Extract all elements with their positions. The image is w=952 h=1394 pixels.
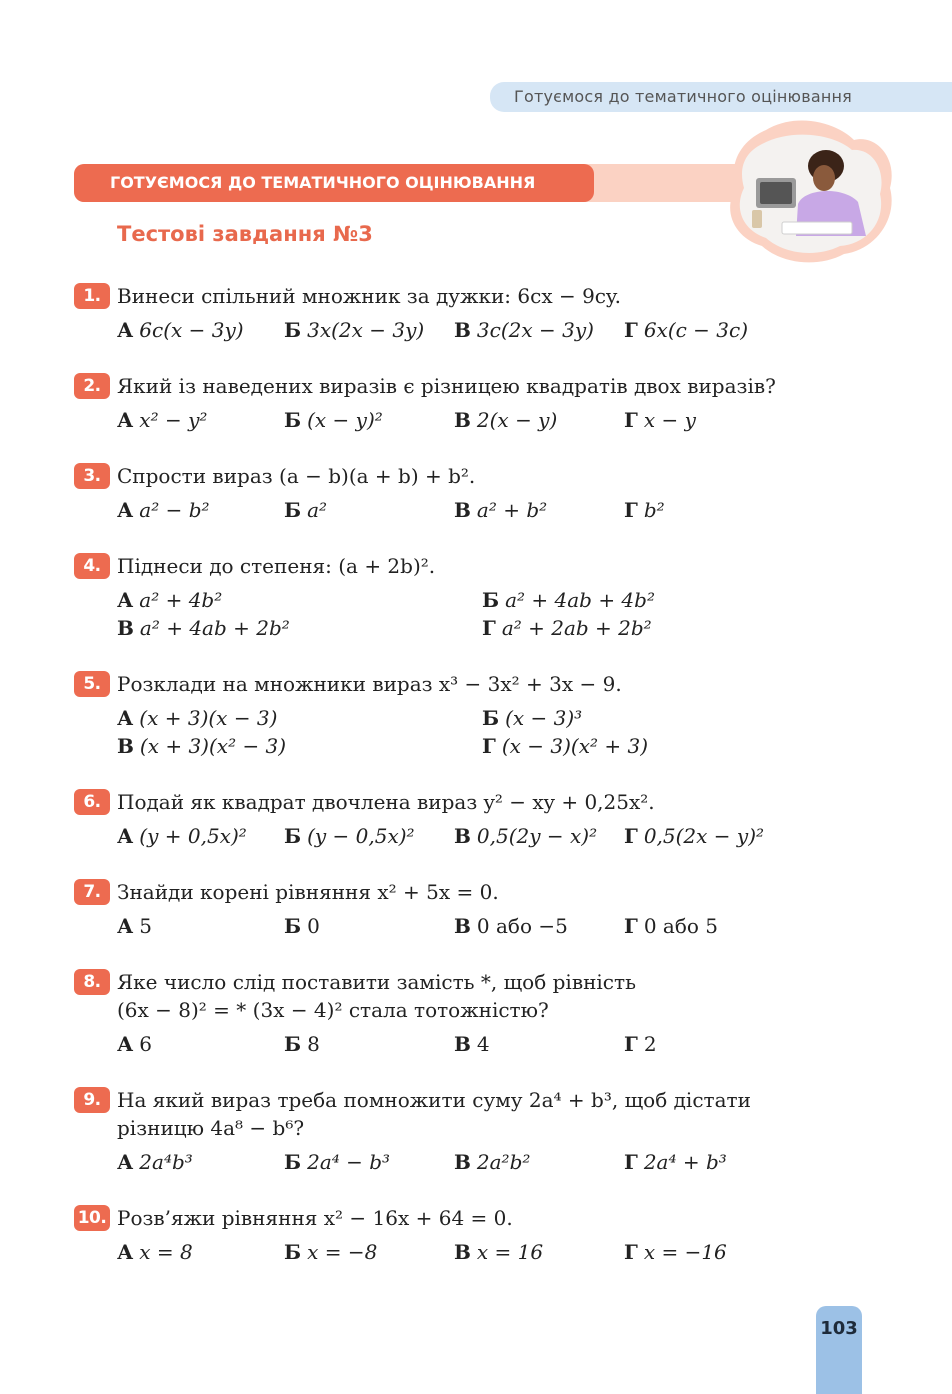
answer-option-a: А 6c(x − 3y) — [117, 318, 244, 342]
answer-option-g: Г 6x(c − 3c) — [624, 318, 749, 342]
answer-option-g: Г (x − 3)(x² + 3) — [482, 734, 648, 758]
task-number-badge: 1. — [74, 283, 110, 309]
answer-option-v: В 0 або −5 — [454, 914, 568, 938]
task-question: Розв’яжи рівняння x² − 16x + 64 = 0. — [117, 1206, 513, 1230]
answer-option-a: А a² + 4b² — [117, 588, 223, 612]
answer-option-g: Г a² + 2ab + 2b² — [482, 616, 652, 640]
answer-option-g: Г 0,5(2x − y)² — [624, 824, 765, 848]
answer-option-b: Б x = −8 — [284, 1240, 378, 1264]
task-question: На який вираз треба помножити суму 2a⁴ + b³, щоб дістати — [117, 1088, 751, 1112]
answer-option-a: А 5 — [117, 914, 153, 938]
answer-option-b: Б (x − y)² — [284, 408, 383, 432]
task-question: Піднеси до степеня: (a + 2b)². — [117, 554, 436, 578]
answer-option-g: Г 2a⁴ + b³ — [624, 1150, 727, 1174]
answer-option-g: Г 0 або 5 — [624, 914, 718, 938]
task-number-badge: 3. — [74, 463, 110, 489]
answer-option-a: А x² − y² — [117, 408, 208, 432]
answer-option-b: Б a² + 4ab + 4b² — [482, 588, 655, 612]
task-number-badge: 4. — [74, 553, 110, 579]
answer-option-g: Г b² — [624, 498, 665, 522]
task-question: Винеси спільний множник за дужки: 6cx − 9cy. — [117, 284, 621, 308]
answer-option-v: В 2(x − y) — [454, 408, 558, 432]
task-question: Розклади на множники вираз x³ − 3x² + 3x − 9. — [117, 672, 622, 696]
task-question: Знайди корені рівняння x² + 5x = 0. — [117, 880, 499, 904]
student-photo-illustration — [726, 118, 898, 266]
task-number-badge: 7. — [74, 879, 110, 905]
task-number-badge: 5. — [74, 671, 110, 697]
answer-option-a: А 6 — [117, 1032, 153, 1056]
answer-option-v: В x = 16 — [454, 1240, 544, 1264]
answer-option-g: Г x − y — [624, 408, 696, 432]
answer-option-g: Г x = −16 — [624, 1240, 727, 1264]
answer-option-v: В a² + 4ab + 2b² — [117, 616, 290, 640]
answer-option-a: А 2a⁴b³ — [117, 1150, 193, 1174]
task-question: Яке число слід поставити замість *, щоб рівність — [117, 970, 636, 994]
answer-option-b: Б a² — [284, 498, 328, 522]
answer-option-v: В 2a²b² — [454, 1150, 531, 1174]
task-question: Спрости вираз (a − b)(a + b) + b². — [117, 464, 476, 488]
answer-option-a: А (y + 0,5x)² — [117, 824, 247, 848]
answer-option-b: Б 0 — [284, 914, 320, 938]
answer-option-a: А x = 8 — [117, 1240, 193, 1264]
answer-option-v: В (x + 3)(x² − 3) — [117, 734, 287, 758]
running-header: Готуємося до тематичного оцінювання — [490, 82, 952, 112]
answer-option-b: Б 8 — [284, 1032, 320, 1056]
section-banner: ГОТУЄМОСЯ ДО ТЕМАТИЧНОГО ОЦІНЮВАННЯ — [74, 164, 594, 202]
answer-option-a: А a² − b² — [117, 498, 210, 522]
answer-option-a: А (x + 3)(x − 3) — [117, 706, 278, 730]
answer-option-v: В 4 — [454, 1032, 490, 1056]
task-question-line-2: (6x − 8)² = * (3x − 4)² стала тотожністю? — [117, 998, 549, 1022]
page-number: 103 — [820, 1318, 858, 1339]
answer-option-v: В 3c(2x − 3y) — [454, 318, 594, 342]
answer-option-b: Б (x − 3)³ — [482, 706, 583, 730]
task-question: Який із наведених виразів є різницею квадратів двох виразів? — [117, 374, 776, 398]
test-title: Тестові завдання №3 — [117, 222, 373, 246]
task-number-badge: 10. — [74, 1205, 110, 1231]
answer-option-v: В a² + b² — [454, 498, 548, 522]
answer-option-b: Б (y − 0,5x)² — [284, 824, 415, 848]
answer-option-b: Б 3x(2x − 3y) — [284, 318, 425, 342]
task-number-badge: 8. — [74, 969, 110, 995]
answer-option-b: Б 2a⁴ − b³ — [284, 1150, 391, 1174]
task-question: Подай як квадрат двочлена вираз y² − xy + 0,25x². — [117, 790, 655, 814]
task-question-line-2: різницю 4a⁸ − b⁶? — [117, 1116, 305, 1140]
task-number-badge: 9. — [74, 1087, 110, 1113]
task-number-badge: 2. — [74, 373, 110, 399]
answer-option-v: В 0,5(2y − x)² — [454, 824, 598, 848]
task-number-badge: 6. — [74, 789, 110, 815]
answer-option-g: Г 2 — [624, 1032, 657, 1056]
